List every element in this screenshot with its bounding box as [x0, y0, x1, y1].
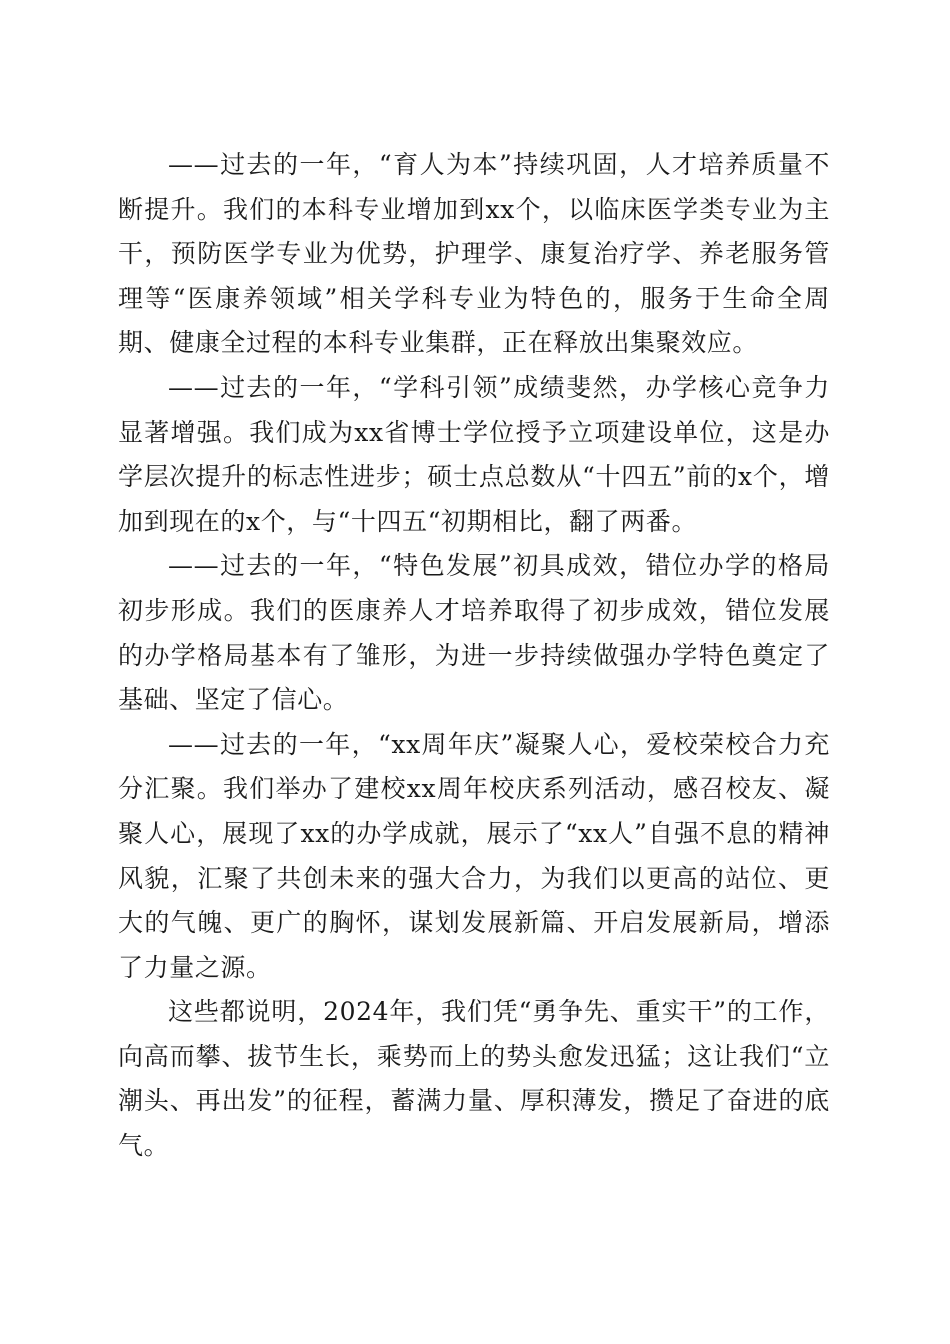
- document-body: [118, 143, 830, 1169]
- paragraph-discipline-leadership: ——过去的一年，“学科引领”成绩斐然，办学核心竞争力显著增强。我们成为xx省博士学位授予立项建设单位，这是办学层次提升的标志性进步；硕士点总数从“十四五”前的x个，增加到现在的x个，与“十四五“初期相比，翻了两番。: [118, 372, 830, 536]
- paragraph-anniversary: ——过去的一年，“xx周年庆”凝聚人心，爱校荣校合力充分汇聚。我们举办了建校xx周年校庆系列活动，感召校友、凝聚人心，展现了xx的办学成就，展示了“xx人”自强不息的精神风貌，汇聚了共创未来的强大合力，为我们以更高的站位、更大的气魄、更广的胸怀，谋划发展新篇、开启发展新局，增添了力量之源。: [118, 729, 830, 982]
- paragraph-summary: 这些都说明，2024年，我们凭“勇争先、重实干”的工作，向高而攀、拔节生长，乘势而上的势头愈发迅猛；这让我们“立潮头、再出发”的征程，蓄满力量、厚积薄发，攒足了奋进的底气。: [118, 997, 830, 1161]
- paragraph-talent-cultivation: ——过去的一年，“育人为本”持续巩固，人才培养质量不断提升。我们的本科专业增加到xx个，以临床医学类专业为主干，预防医学专业为优势，护理学、康复治疗学、养老服务管理等“医康养领域”相关学科专业为特色的，服务于生命全周期、健康全过程的本科专业集群，正在释放出集聚效应。: [118, 150, 830, 358]
- paragraph-characteristic-development: ——过去的一年，“特色发展”初具成效，错位办学的格局初步形成。我们的医康养人才培养取得了初步成效，错位发展的办学格局基本有了雏形，为进一步持续做强办学特色奠定了基础、坚定了信心。: [118, 551, 830, 715]
